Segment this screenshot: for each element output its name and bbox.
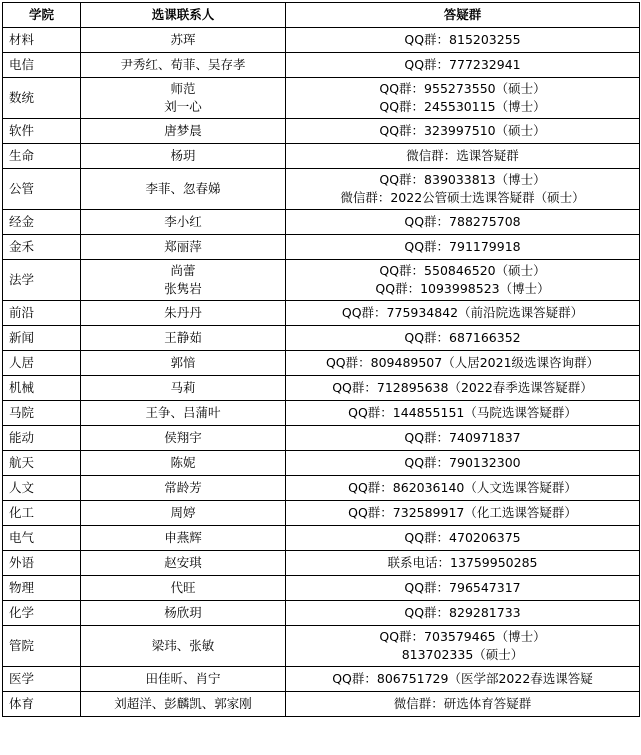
college-cell: 体育 <box>3 692 81 717</box>
group-cell <box>286 376 640 401</box>
contact-cell <box>81 601 286 626</box>
group-info: QQ群：796547317 <box>404 580 521 595</box>
group-info: QQ群：144855151（马院选课答疑群） <box>348 405 577 420</box>
college-cell: 法学 <box>3 260 81 301</box>
table-row <box>3 235 640 260</box>
college-cell: 能动 <box>3 426 81 451</box>
college-cell: 材料 <box>3 28 81 53</box>
group-cell <box>286 301 640 326</box>
group-cell <box>286 351 640 376</box>
group-cell <box>286 667 640 692</box>
group-cell <box>286 144 640 169</box>
contact-cell <box>81 144 286 169</box>
table-row <box>3 626 640 667</box>
group-cell <box>286 210 640 235</box>
contact-cell <box>81 301 286 326</box>
group-cell <box>286 551 640 576</box>
header-college: 学院 <box>3 3 81 28</box>
contact-name: 张隽岩 <box>164 281 202 296</box>
table-row <box>3 326 640 351</box>
contact-name: 王静茹 <box>164 330 202 345</box>
college-cell: 公管 <box>3 169 81 210</box>
college-cell: 人文 <box>3 476 81 501</box>
group-cell <box>286 53 640 78</box>
college-cell: 化学 <box>3 601 81 626</box>
group-info: QQ群：732589917（化工选课答疑群） <box>348 505 577 520</box>
college-cell: 生命 <box>3 144 81 169</box>
group-info: QQ群：703579465（博士） <box>379 629 546 644</box>
college-cell: 航天 <box>3 451 81 476</box>
table-row <box>3 601 640 626</box>
contact-name: 郑丽萍 <box>164 239 202 254</box>
group-cell <box>286 451 640 476</box>
group-info: QQ群：809489507（人居2021级选课咨询群） <box>325 355 600 370</box>
contact-name: 代旺 <box>170 580 196 595</box>
group-cell <box>286 326 640 351</box>
contact-name: 刘一心 <box>164 99 202 114</box>
group-info: QQ群：790132300 <box>404 455 521 470</box>
table-row <box>3 501 640 526</box>
table-row <box>3 301 640 326</box>
group-info: QQ群：839033813（博士） <box>379 172 546 187</box>
group-info: QQ群：806751729（医学部2022春选课答疑 <box>332 671 593 686</box>
contact-cell <box>81 351 286 376</box>
table-row <box>3 476 640 501</box>
table-row <box>3 169 640 210</box>
table-row <box>3 526 640 551</box>
group-info: QQ群：323997510（硕士） <box>379 123 546 138</box>
contact-name: 李菲、忽春娣 <box>145 181 221 196</box>
table-row <box>3 210 640 235</box>
contact-cell <box>81 576 286 601</box>
contact-cell <box>81 667 286 692</box>
group-cell <box>286 169 640 210</box>
table-row <box>3 426 640 451</box>
group-info: QQ群：791179918 <box>404 239 521 254</box>
contact-name: 陈妮 <box>170 455 196 470</box>
group-info: QQ群：245530115（博士） <box>379 99 546 114</box>
group-cell <box>286 576 640 601</box>
contact-name: 苏珲 <box>170 32 196 47</box>
group-info: QQ群：955273550（硕士） <box>379 81 546 96</box>
contact-name: 马莉 <box>170 380 196 395</box>
table-row <box>3 576 640 601</box>
contact-name: 朱丹丹 <box>164 305 202 320</box>
contact-name: 田佳昕、肖宁 <box>145 671 221 686</box>
college-cell: 前沿 <box>3 301 81 326</box>
contact-cell <box>81 169 286 210</box>
group-info: QQ群：788275708 <box>404 214 521 229</box>
table-row <box>3 119 640 144</box>
group-info: QQ群：829281733 <box>404 605 521 620</box>
group-info: QQ群：1093998523（博士） <box>375 281 550 296</box>
group-info: QQ群：815203255 <box>404 32 521 47</box>
table-row <box>3 376 640 401</box>
group-cell <box>286 28 640 53</box>
group-info: 微信群：选课答疑群 <box>406 148 519 163</box>
group-cell <box>286 119 640 144</box>
contact-cell <box>81 626 286 667</box>
group-info: QQ群：550846520（硕士） <box>379 263 546 278</box>
contact-name: 杨欣玥 <box>164 605 202 620</box>
header-row <box>3 3 640 28</box>
college-cell: 电气 <box>3 526 81 551</box>
college-cell: 电信 <box>3 53 81 78</box>
group-cell <box>286 626 640 667</box>
table-body <box>3 28 640 717</box>
contact-name: 梁玮、张敏 <box>151 638 215 653</box>
table-row <box>3 260 640 301</box>
group-cell <box>286 78 640 119</box>
college-cell: 软件 <box>3 119 81 144</box>
contact-cell <box>81 401 286 426</box>
group-info: QQ群：740971837 <box>404 430 521 445</box>
table-row <box>3 351 640 376</box>
group-info: 微信群：2022公管硕士选课答疑群（硕士） <box>340 190 585 205</box>
contact-name: 周婷 <box>170 505 196 520</box>
college-cell: 物理 <box>3 576 81 601</box>
contact-cell <box>81 426 286 451</box>
group-info: 813702335（硕士） <box>401 647 524 662</box>
contact-cell <box>81 235 286 260</box>
group-cell <box>286 260 640 301</box>
group-cell <box>286 526 640 551</box>
college-cell: 机械 <box>3 376 81 401</box>
contact-name: 李小红 <box>164 214 202 229</box>
group-info: QQ群：687166352 <box>404 330 521 345</box>
contact-name: 常龄芳 <box>164 480 202 495</box>
contact-name: 申燕辉 <box>164 530 202 545</box>
contact-cell <box>81 692 286 717</box>
contact-name: 师范 <box>170 81 196 96</box>
group-cell <box>286 601 640 626</box>
group-info: QQ群：775934842（前沿院选课答疑群） <box>341 305 584 320</box>
group-info: QQ群：777232941 <box>404 57 521 72</box>
table-row <box>3 451 640 476</box>
group-info: 微信群：研选体育答疑群 <box>393 696 532 711</box>
group-cell <box>286 501 640 526</box>
college-cell: 外语 <box>3 551 81 576</box>
college-cell: 医学 <box>3 667 81 692</box>
group-cell <box>286 692 640 717</box>
contact-name: 王争、吕蒲叶 <box>145 405 221 420</box>
contact-name: 侯翔宇 <box>164 430 202 445</box>
table-row <box>3 667 640 692</box>
contact-cell <box>81 326 286 351</box>
college-cell: 金禾 <box>3 235 81 260</box>
contact-name: 郭愔 <box>170 355 196 370</box>
contact-cell <box>81 476 286 501</box>
group-cell <box>286 235 640 260</box>
contact-name: 杨玥 <box>170 148 196 163</box>
table-row <box>3 401 640 426</box>
contact-name: 刘超洋、彭麟凯、郭家刚 <box>114 696 252 711</box>
contact-cell <box>81 28 286 53</box>
group-info: QQ群：470206375 <box>404 530 521 545</box>
table-row <box>3 144 640 169</box>
table-row <box>3 78 640 119</box>
group-cell <box>286 426 640 451</box>
college-cell: 管院 <box>3 626 81 667</box>
contact-cell <box>81 376 286 401</box>
table-row <box>3 551 640 576</box>
college-cell: 经金 <box>3 210 81 235</box>
college-cell: 马院 <box>3 401 81 426</box>
college-cell: 数统 <box>3 78 81 119</box>
group-info: QQ群：712895638（2022春季选课答疑群） <box>332 380 593 395</box>
contact-table <box>2 2 640 717</box>
contact-cell <box>81 526 286 551</box>
group-cell <box>286 401 640 426</box>
college-cell: 化工 <box>3 501 81 526</box>
contact-name: 唐梦晨 <box>164 123 202 138</box>
table-row <box>3 28 640 53</box>
table-row <box>3 53 640 78</box>
contact-cell <box>81 78 286 119</box>
college-cell: 人居 <box>3 351 81 376</box>
contact-cell <box>81 501 286 526</box>
group-info: 联系电话：13759950285 <box>387 555 538 570</box>
table-row <box>3 692 640 717</box>
contact-cell <box>81 210 286 235</box>
contact-cell <box>81 119 286 144</box>
group-info: QQ群：862036140（人文选课答疑群） <box>348 480 577 495</box>
group-cell <box>286 476 640 501</box>
contact-cell <box>81 451 286 476</box>
contact-cell <box>81 260 286 301</box>
contact-name: 尚蕾 <box>170 263 196 278</box>
header-contact: 选课联系人 <box>81 3 286 28</box>
contact-cell <box>81 551 286 576</box>
header-group: 答疑群 <box>286 3 640 28</box>
contact-cell <box>81 53 286 78</box>
contact-name: 尹秀红、荀菲、吴存孝 <box>120 57 246 72</box>
college-cell: 新闻 <box>3 326 81 351</box>
contact-name: 赵安琪 <box>164 555 202 570</box>
